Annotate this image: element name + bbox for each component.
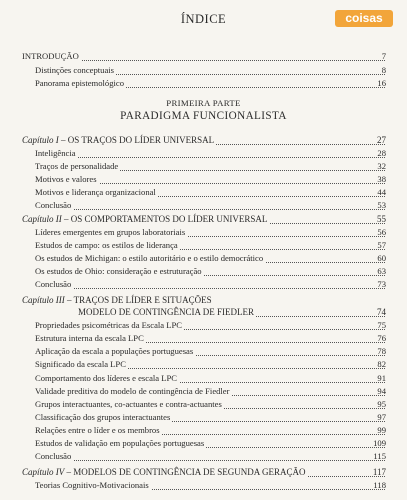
toc-entry-page: 115: [373, 451, 386, 461]
publisher-logo: coisas: [335, 10, 393, 27]
part-title: PARADIGMA FUNCIONALISTA: [120, 110, 287, 122]
toc-entry-page: 8: [381, 65, 386, 75]
toc-entry-page: 95: [377, 399, 386, 409]
toc-entry-label: Comportamento dos líderes e escala LPC: [35, 373, 178, 383]
chapter-heading: [22, 213, 269, 226]
toc-entry-page: 57: [377, 240, 386, 250]
chapter-title: – OS TRAÇOS DO LÍDER UNIVERSAL: [58, 135, 215, 145]
toc-entry-page: 44: [377, 187, 386, 197]
chapter-title: – OS COMPORTAMENTOS DO LÍDER UNIVERSAL: [61, 214, 268, 224]
toc-entry-label: Propriedades psicométricas da Escala LPC: [35, 320, 183, 330]
toc-entry-page: 73: [377, 279, 386, 289]
chapter-heading: [22, 134, 216, 147]
toc-entry-page: 75: [377, 320, 386, 330]
toc-entry-page: 60: [377, 253, 386, 263]
part-label: PRIMEIRA PARTE: [166, 98, 241, 108]
chapter-number: Capítulo II: [22, 214, 62, 224]
toc-entry-page: 97: [377, 412, 386, 422]
toc-entry-label: Distinções conceptuais: [35, 65, 114, 75]
chapter-title: – TRAÇOS DE LÍDER E SITUAÇÕES: [64, 295, 212, 305]
toc-entry-label: Relações entre o líder e os membros: [35, 425, 160, 435]
toc-entry-label: Validade preditiva do modelo de contingência de Fiedler: [35, 386, 230, 396]
toc-entry-label: Classificação dos grupos interactuantes: [35, 412, 171, 422]
chapter-number: Capítulo III: [22, 295, 65, 305]
toc-entry-page: 55: [377, 214, 386, 224]
toc-entry-page: 74: [377, 307, 386, 317]
chapter-title-line-2: MODELO DE CONTINGÊNCIA DE FIEDLER: [78, 307, 254, 317]
toc-entry-page: 53: [377, 200, 386, 210]
toc-entry-label: Estudos de validação em populações portuguesas: [35, 438, 205, 448]
toc-entry-page: 27: [377, 135, 386, 145]
toc-entry-page: 56: [377, 227, 386, 237]
toc-entry-label: INTRODUÇÃO: [22, 51, 79, 61]
toc-entry[interactable]: [0, 479, 407, 492]
toc-entry-page: 76: [377, 333, 386, 343]
chapter-title: – MODELOS DE CONTINGÊNCIA DE SEGUNDA GERAÇÃO: [64, 467, 306, 477]
toc-entry-label: Teorias Cognitivo-Motivacionais: [35, 480, 149, 490]
toc-entry-label: Traços de personalidade: [35, 161, 119, 171]
page-title: ÍNDICE: [180, 12, 227, 26]
toc-entry-page: 38: [377, 174, 386, 184]
toc-entry-page: 16: [377, 78, 386, 88]
toc-entry-page: 32: [377, 161, 386, 171]
toc-entry-label: Conclusão: [35, 200, 72, 210]
toc-entry-page: 63: [377, 266, 386, 276]
toc-entry-label: Inteligência: [35, 148, 76, 158]
toc-entry-page: 78: [377, 346, 386, 356]
toc-entry-page: 94: [377, 386, 386, 396]
toc-entry-page: 117: [372, 467, 386, 477]
toc-entry-page: 118: [373, 480, 386, 490]
toc-entry-page: 82: [377, 359, 386, 369]
chapter-number: Capítulo IV: [22, 467, 65, 477]
toc-entry-label: Aplicação da escala a populações portuguesas: [35, 346, 194, 356]
chapter-number: Capítulo I: [22, 135, 59, 145]
toc-entry[interactable]: [0, 278, 407, 291]
toc-entry-page: 28: [377, 148, 386, 158]
toc-entry-panorama[interactable]: [0, 77, 407, 90]
toc-entry-label: Conclusão: [35, 451, 72, 461]
toc-entry-label: Panorama epistemológico: [35, 78, 125, 88]
toc-entry-label: Significado da escala LPC: [35, 359, 126, 369]
toc-entry-label: Motivos e valores: [35, 174, 97, 184]
toc-entry-label: Estrutura interna da escala LPC: [35, 333, 144, 343]
toc-entry-label: Motivos e liderança organizacional: [35, 187, 156, 197]
toc-entry-label: Os estudos de Ohio: consideração e estruturação: [35, 266, 202, 276]
toc-entry-page: 91: [377, 373, 386, 383]
toc-entry-page: 99: [377, 425, 386, 435]
toc-entry-label: Conclusão: [35, 279, 72, 289]
toc-entry-page: 7: [381, 51, 386, 61]
toc-entry-page: 109: [373, 438, 386, 448]
chapter-heading: [22, 466, 308, 479]
toc-entry-label: Estudos de campo: os estilos de liderança: [35, 240, 178, 250]
toc-entry-label: Grupos interactuantes, co-actuantes e contra-actuantes: [35, 399, 222, 409]
toc-entry-label: Os estudos de Michigan: o estilo autoritário e o estilo democrático: [35, 253, 264, 263]
toc-entry[interactable]: [0, 450, 407, 463]
toc-entry-label: Líderes emergentes em grupos laboratoriais: [35, 227, 186, 237]
